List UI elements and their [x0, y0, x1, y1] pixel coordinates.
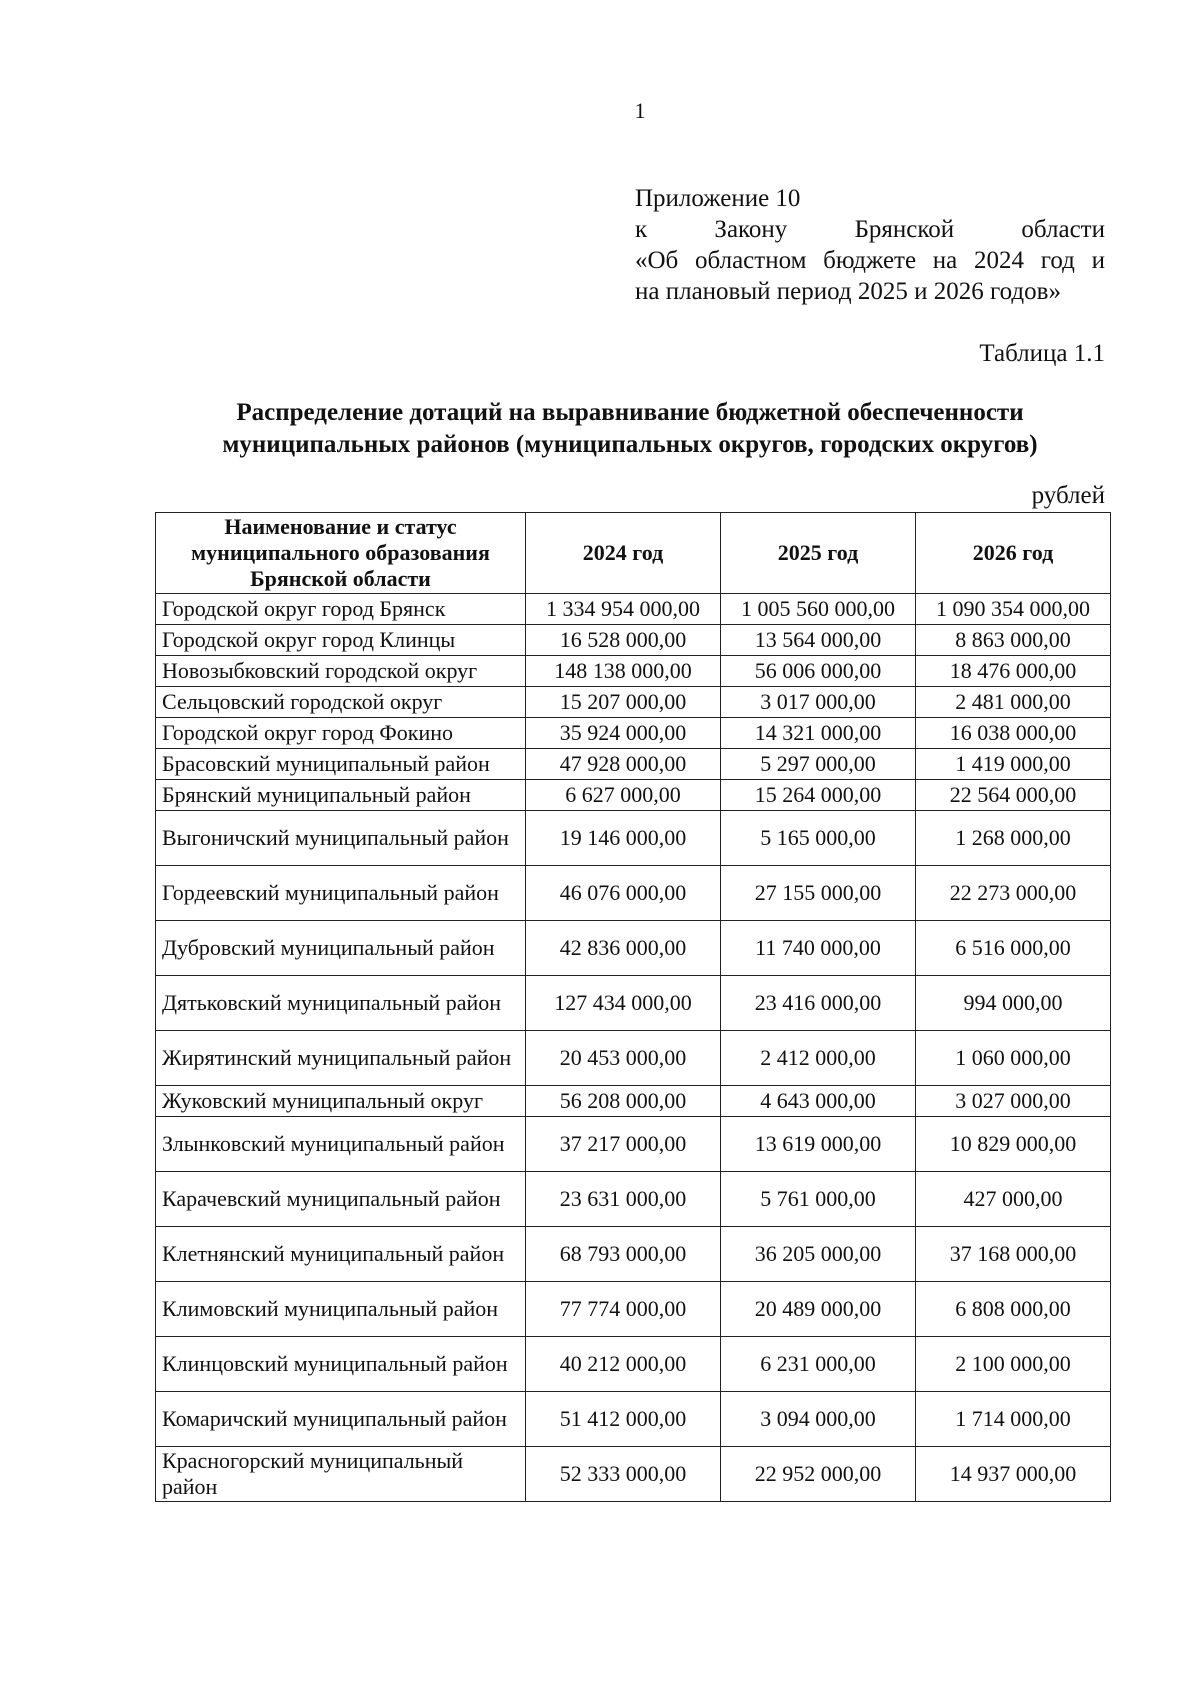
appendix-title: Приложение 10: [635, 185, 801, 212]
value-2026: 1 714 000,00: [916, 1392, 1111, 1447]
municipality-name: Климовский муниципальный район: [156, 1282, 526, 1337]
municipality-name: Городской округ город Фокино: [156, 718, 526, 749]
value-2025: 5 761 000,00: [721, 1172, 916, 1227]
value-2024: 51 412 000,00: [526, 1392, 721, 1447]
appendix-law-name-line1: «Об областном бюджете на 2024 год и: [635, 247, 1105, 274]
value-2026: 2 100 000,00: [916, 1337, 1111, 1392]
municipality-name: Брасовский муниципальный район: [156, 749, 526, 780]
municipality-name: Красногорский муниципальный район: [156, 1447, 526, 1502]
table-header-row: [156, 513, 1111, 594]
table-row: [156, 1282, 1111, 1337]
value-2026: 6 516 000,00: [916, 921, 1111, 976]
value-2024: 148 138 000,00: [526, 656, 721, 687]
value-2025: 3 094 000,00: [721, 1392, 916, 1447]
municipality-name: Гордеевский муниципальный район: [156, 866, 526, 921]
municipality-name: Жуковский муниципальный округ: [156, 1086, 526, 1117]
document-title: [150, 397, 1110, 461]
value-2024: 127 434 000,00: [526, 976, 721, 1031]
table-row: [156, 625, 1111, 656]
value-2026: 16 038 000,00: [916, 718, 1111, 749]
value-2026: 14 937 000,00: [916, 1447, 1111, 1502]
municipality-name: Клинцовский муниципальный район: [156, 1337, 526, 1392]
municipality-name: Брянский муниципальный район: [156, 780, 526, 811]
value-2024: 19 146 000,00: [526, 811, 721, 866]
value-2026: 22 564 000,00: [916, 780, 1111, 811]
municipality-name: Выгоничский муниципальный район: [156, 811, 526, 866]
value-2026: 18 476 000,00: [916, 656, 1111, 687]
value-2026: 8 863 000,00: [916, 625, 1111, 656]
value-2024: 56 208 000,00: [526, 1086, 721, 1117]
value-2025: 13 564 000,00: [721, 625, 916, 656]
value-2025: 1 005 560 000,00: [721, 594, 916, 625]
municipality-name: Клетнянский муниципальный район: [156, 1227, 526, 1282]
table-row: [156, 594, 1111, 625]
appendix-block: [635, 183, 1105, 307]
header-name: Наименование и статус муниципального образования Брянской области: [156, 513, 526, 594]
value-2026: 1 419 000,00: [916, 749, 1111, 780]
municipality-name: Сельцовский городской округ: [156, 687, 526, 718]
table-row: [156, 687, 1111, 718]
value-2026: 1 090 354 000,00: [916, 594, 1111, 625]
table-row: [156, 1447, 1111, 1502]
municipality-name: Дятьковский муниципальный район: [156, 976, 526, 1031]
value-2026: 994 000,00: [916, 976, 1111, 1031]
value-2026: 1 060 000,00: [916, 1031, 1111, 1086]
value-2024: 77 774 000,00: [526, 1282, 721, 1337]
value-2025: 6 231 000,00: [721, 1337, 916, 1392]
table-row: [156, 656, 1111, 687]
document-title-line1: Распределение дотаций на выравнивание бюджетной обеспеченности: [236, 399, 1024, 426]
municipality-name: Злынковский муниципальный район: [156, 1117, 526, 1172]
value-2025: 14 321 000,00: [721, 718, 916, 749]
municipality-name: Жирятинский муниципальный район: [156, 1031, 526, 1086]
municipality-name: Дубровский муниципальный район: [156, 921, 526, 976]
header-2024: 2024 год: [526, 513, 721, 594]
value-2026: 2 481 000,00: [916, 687, 1111, 718]
table-row: [156, 1086, 1111, 1117]
table-row: [156, 1227, 1111, 1282]
value-2025: 3 017 000,00: [721, 687, 916, 718]
municipality-name: Новозыбковский городской округ: [156, 656, 526, 687]
table-row: [156, 866, 1111, 921]
value-2024: 35 924 000,00: [526, 718, 721, 749]
header-2026: 2026 год: [916, 513, 1111, 594]
value-2024: 16 528 000,00: [526, 625, 721, 656]
appendix-law-reference: к Закону Брянской области: [635, 216, 1105, 243]
value-2026: 37 168 000,00: [916, 1227, 1111, 1282]
table-row: [156, 1337, 1111, 1392]
value-2025: 5 165 000,00: [721, 811, 916, 866]
table-row: [156, 811, 1111, 866]
header-2025: 2025 год: [721, 513, 916, 594]
value-2025: 4 643 000,00: [721, 1086, 916, 1117]
municipality-name: Карачевский муниципальный район: [156, 1172, 526, 1227]
value-2025: 5 297 000,00: [721, 749, 916, 780]
value-2026: 6 808 000,00: [916, 1282, 1111, 1337]
value-2025: 56 006 000,00: [721, 656, 916, 687]
value-2024: 6 627 000,00: [526, 780, 721, 811]
table-row: [156, 1172, 1111, 1227]
value-2024: 37 217 000,00: [526, 1117, 721, 1172]
value-2025: 23 416 000,00: [721, 976, 916, 1031]
table-row: [156, 749, 1111, 780]
page-number: 1: [634, 98, 646, 123]
value-2025: 22 952 000,00: [721, 1447, 916, 1502]
value-2024: 47 928 000,00: [526, 749, 721, 780]
value-2025: 27 155 000,00: [721, 866, 916, 921]
document-title-line2: муниципальных районов (муниципальных округов, городских округов): [222, 431, 1038, 458]
municipality-name: Городской округ город Клинцы: [156, 625, 526, 656]
value-2024: 52 333 000,00: [526, 1447, 721, 1502]
value-2024: 68 793 000,00: [526, 1227, 721, 1282]
table-body: [156, 594, 1111, 1502]
value-2026: 427 000,00: [916, 1172, 1111, 1227]
value-2025: 15 264 000,00: [721, 780, 916, 811]
value-2026: 10 829 000,00: [916, 1117, 1111, 1172]
value-2026: 3 027 000,00: [916, 1086, 1111, 1117]
value-2026: 1 268 000,00: [916, 811, 1111, 866]
value-2024: 23 631 000,00: [526, 1172, 721, 1227]
table-row: [156, 718, 1111, 749]
value-2024: 20 453 000,00: [526, 1031, 721, 1086]
table-row: [156, 921, 1111, 976]
value-2026: 22 273 000,00: [916, 866, 1111, 921]
value-2024: 42 836 000,00: [526, 921, 721, 976]
unit-label: рублей: [1031, 482, 1105, 509]
value-2025: 13 619 000,00: [721, 1117, 916, 1172]
value-2025: 36 205 000,00: [721, 1227, 916, 1282]
table-number: Таблица 1.1: [979, 340, 1105, 367]
table-row: [156, 780, 1111, 811]
table-row: [156, 1117, 1111, 1172]
table-row: [156, 1392, 1111, 1447]
subsidy-table: [155, 512, 1111, 1502]
appendix-law-name-line2: на плановый период 2025 и 2026 годов»: [635, 278, 1061, 305]
table-row: [156, 1031, 1111, 1086]
value-2025: 20 489 000,00: [721, 1282, 916, 1337]
value-2024: 1 334 954 000,00: [526, 594, 721, 625]
value-2024: 15 207 000,00: [526, 687, 721, 718]
table-row: [156, 976, 1111, 1031]
municipality-name: Комаричский муниципальный район: [156, 1392, 526, 1447]
value-2024: 46 076 000,00: [526, 866, 721, 921]
value-2025: 2 412 000,00: [721, 1031, 916, 1086]
value-2024: 40 212 000,00: [526, 1337, 721, 1392]
municipality-name: Городской округ город Брянск: [156, 594, 526, 625]
value-2025: 11 740 000,00: [721, 921, 916, 976]
